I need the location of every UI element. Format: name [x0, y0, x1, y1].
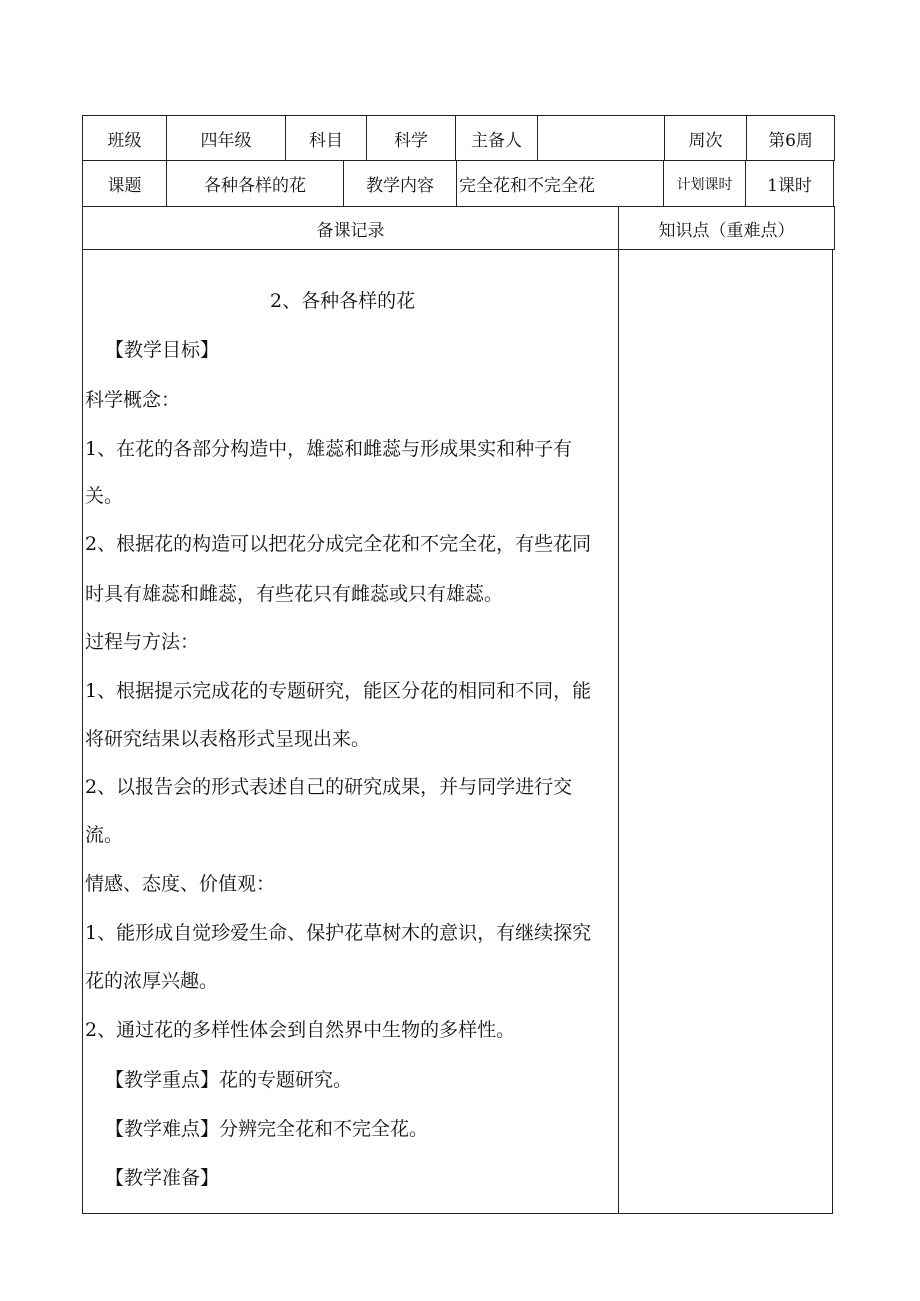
subject-value: 科学	[367, 116, 456, 161]
body-line: 【教学重点】花的专题研究。	[105, 1069, 353, 1091]
lesson-title: 2、各种各样的花	[270, 290, 416, 312]
content-value: 完全花和不完全花	[457, 161, 664, 207]
body-line: 2、根据花的构造可以把花分成完全花和不完全花，有些花同	[85, 533, 592, 555]
column-divider	[618, 249, 619, 1213]
preparer-label: 主备人	[456, 116, 538, 161]
body-line: 1、能形成自觉珍爱生命、保护花草树木的意识，有继续探究	[85, 922, 592, 944]
body-line: 花的浓厚兴趣。	[85, 970, 219, 992]
body-line: 2、以报告会的形式表述自己的研究成果，并与同学进行交	[85, 776, 573, 798]
body-line: 过程与方法：	[85, 631, 200, 653]
body-line: 将研究结果以表格形式呈现出来。	[85, 728, 371, 750]
lesson-body	[82, 249, 833, 1214]
hours-label: 计划课时	[664, 161, 746, 207]
body-line: 2、通过花的多样性体会到自然界中生物的多样性。	[85, 1019, 516, 1041]
content-label: 教学内容	[344, 161, 457, 207]
body-line: 1、在花的各部分构造中，雄蕊和雌蕊与形成果实和种子有	[85, 438, 573, 460]
preparer-value	[538, 116, 665, 161]
body-line: 科学概念：	[85, 389, 181, 411]
body-line: 时具有雄蕊和雌蕊，有些花只有雌蕊或只有雄蕊。	[85, 583, 504, 605]
class-label: 班级	[83, 116, 167, 161]
body-line: 【教学难点】分辨完全花和不完全花。	[105, 1118, 429, 1140]
class-value: 四年级	[167, 116, 286, 161]
header-row-2	[82, 160, 834, 207]
body-line: 情感、态度、价值观：	[85, 873, 276, 895]
body-line: 【教学准备】	[105, 1167, 220, 1189]
week-value: 第6周	[747, 116, 835, 161]
knowledge-label: 知识点（重难点）	[619, 207, 835, 250]
body-line: 流。	[85, 824, 124, 846]
subject-label: 科目	[286, 116, 367, 161]
body-line: 1、根据提示完成花的专题研究，能区分花的相同和不同，能	[85, 680, 592, 702]
body-line: 关。	[85, 485, 124, 507]
topic-value: 各种各样的花	[167, 161, 344, 207]
record-label: 备课记录	[83, 207, 619, 250]
body-line: 【教学目标】	[105, 339, 220, 361]
header-row-1	[82, 115, 835, 161]
topic-label: 课题	[83, 161, 167, 207]
header-row-3	[82, 206, 835, 250]
week-label: 周次	[665, 116, 747, 161]
hours-value: 1课时	[746, 161, 834, 207]
